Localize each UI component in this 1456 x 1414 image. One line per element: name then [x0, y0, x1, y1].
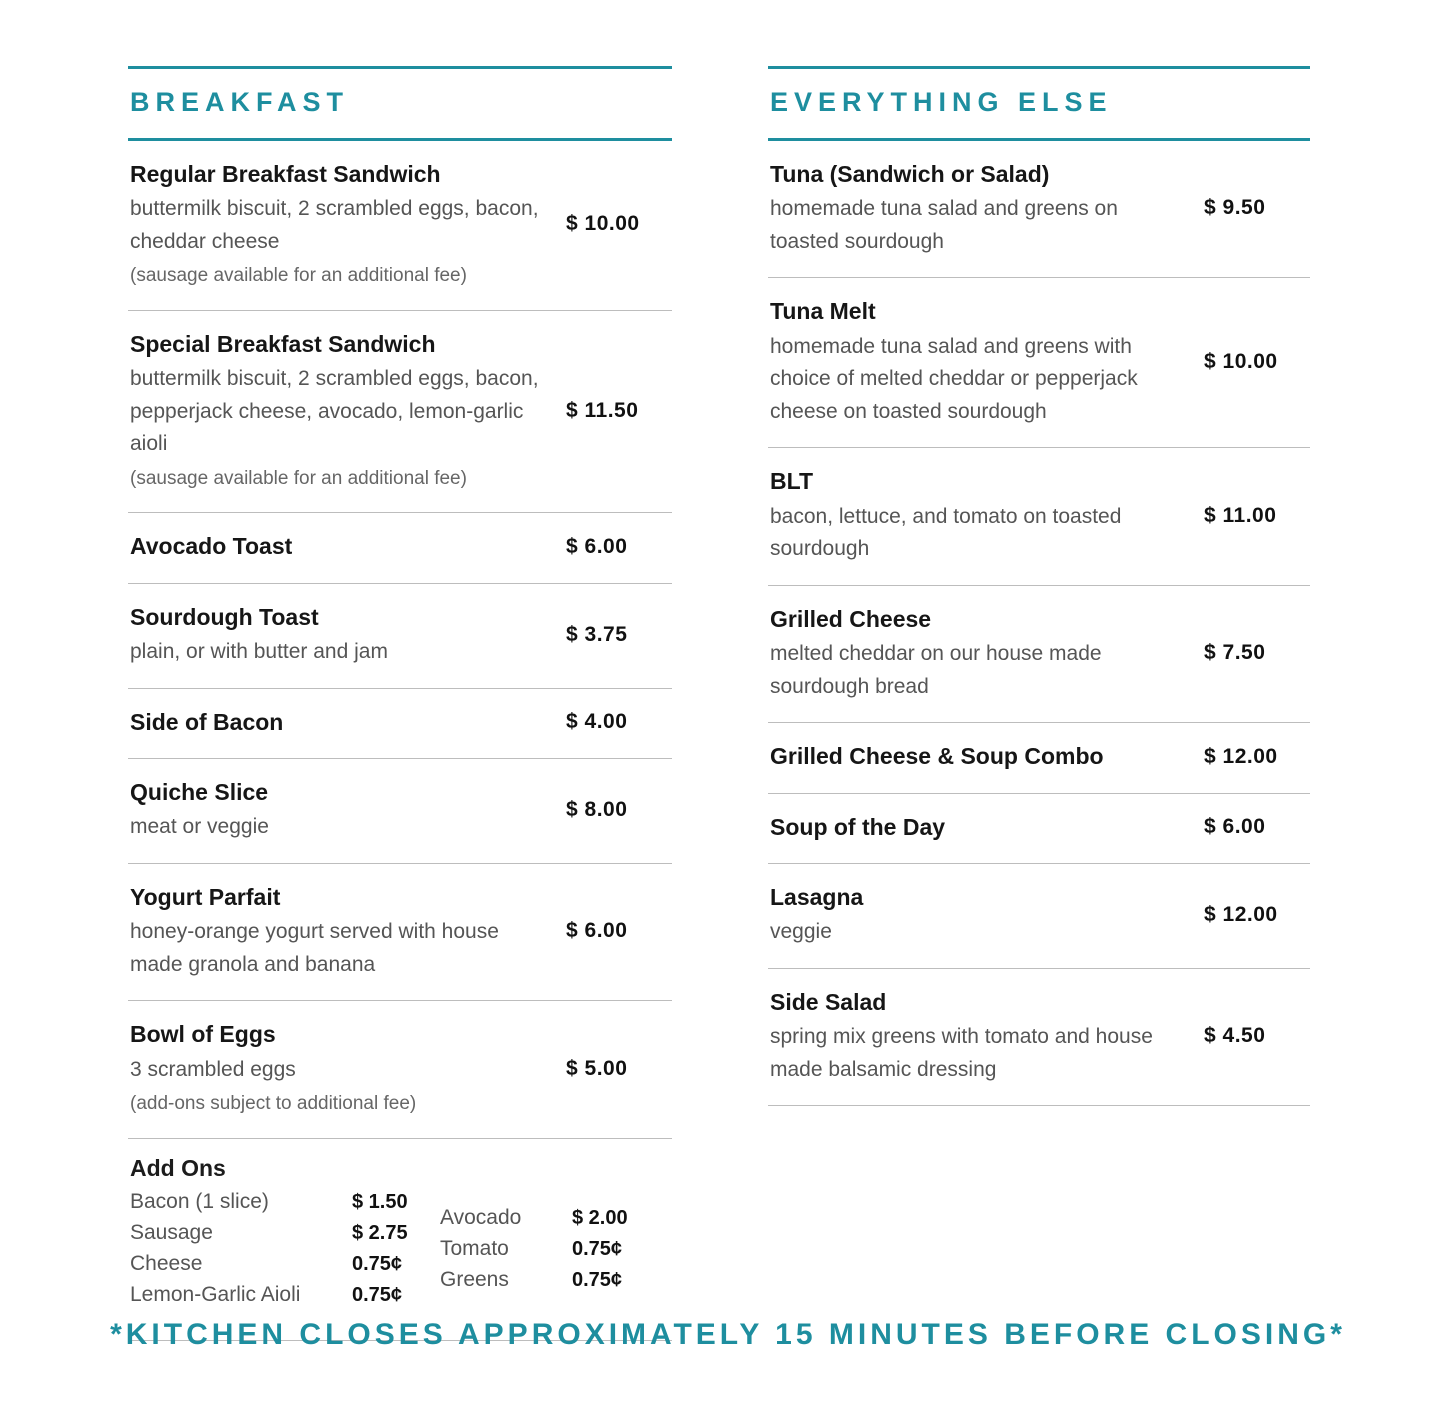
item-desc: bacon, lettuce, and tomato on toasted sourdough	[770, 504, 1122, 561]
menu-item-side-of-bacon	[128, 689, 672, 759]
item-name: Avocado Toast	[130, 533, 293, 560]
item-name: Grilled Cheese & Soup Combo	[770, 743, 1104, 770]
kitchen-closing-note: *KITCHEN CLOSES APPROXIMATELY 15 MINUTES BEFORE CLOSING*	[110, 1318, 1346, 1351]
item-desc: buttermilk biscuit, 2 scrambled eggs, bacon, cheddar cheese	[130, 197, 539, 253]
item-price: $ 12.00	[1204, 902, 1278, 926]
addon-price: $ 2.00	[572, 1206, 628, 1229]
item-desc: homemade tuna salad and greens with choice of melted cheddar or pepperjack cheese on toasted sourdough	[770, 334, 1138, 423]
addon-name: Cheese	[130, 1251, 203, 1275]
item-desc: 3 scrambled eggs	[130, 1057, 296, 1081]
addon-price: $ 2.75	[352, 1221, 408, 1244]
item-price: $ 4.50	[1204, 1024, 1266, 1048]
item-price: $ 10.00	[1204, 349, 1278, 373]
item-note: (add-ons subject to additional fee)	[130, 1093, 417, 1115]
item-name: Sourdough Toast	[130, 603, 319, 630]
item-name: Soup of the Day	[770, 813, 946, 840]
addon-greens	[440, 1268, 650, 1292]
menu-item-sourdough-toast	[128, 584, 672, 689]
addons-column-2	[440, 1206, 650, 1314]
item-desc: veggie	[770, 920, 832, 944]
addons-column-1	[130, 1190, 430, 1314]
addon-name: Sausage	[130, 1220, 213, 1244]
breakfast-header	[128, 66, 672, 141]
addon-avocado	[440, 1206, 650, 1230]
menu-item-regular-breakfast-sandwich	[128, 141, 672, 311]
menu-item-avocado-toast	[128, 513, 672, 583]
menu-column-everything-else	[768, 66, 1310, 1341]
item-name: Side Salad	[770, 988, 887, 1015]
item-name: BLT	[770, 468, 814, 495]
addon-sausage	[130, 1221, 430, 1245]
item-price: $ 7.50	[1204, 641, 1266, 665]
item-desc: buttermilk biscuit, 2 scrambled eggs, bacon, pepperjack cheese, avocado, lemon-garlic aioli	[130, 367, 539, 456]
item-name: Tuna (Sandwich or Salad)	[770, 161, 1050, 187]
everything-else-title: EVERYTHING ELSE	[770, 87, 1113, 117]
menu-item-side-salad	[768, 969, 1310, 1106]
item-price: $ 11.00	[1204, 503, 1277, 527]
addon-bacon	[130, 1190, 430, 1214]
everything-else-header	[768, 66, 1310, 141]
item-name: Tuna Melt	[770, 298, 876, 325]
item-price: $ 6.00	[566, 535, 628, 559]
addon-price: 0.75¢	[572, 1237, 623, 1260]
menu-item-quiche-slice	[128, 759, 672, 864]
addon-price: $ 1.50	[352, 1190, 408, 1213]
item-name: Grilled Cheese	[770, 605, 932, 632]
addon-cheese	[130, 1252, 430, 1276]
menu-item-bowl-of-eggs	[128, 1001, 672, 1138]
item-name: Quiche Slice	[130, 779, 269, 805]
menu-item-yogurt-parfait	[128, 864, 672, 1001]
item-name: Yogurt Parfait	[130, 883, 281, 910]
menu-item-soup-of-the-day	[768, 794, 1310, 864]
addon-name: Lemon-Garlic Aioli	[130, 1282, 301, 1306]
addon-name: Avocado	[440, 1205, 522, 1229]
breakfast-title: BREAKFAST	[130, 87, 350, 117]
item-desc: spring mix greens with tomato and house made balsamic dressing	[770, 1025, 1153, 1081]
item-desc: homemade tuna salad and greens on toasted sourdough	[770, 197, 1118, 253]
item-price: $ 12.00	[1204, 744, 1278, 768]
item-price: $ 4.00	[566, 710, 628, 734]
item-name: Lasagna	[770, 883, 864, 910]
item-name: Special Breakfast Sandwich	[130, 330, 436, 357]
item-price: $ 11.50	[566, 398, 639, 422]
item-price: $ 10.00	[566, 212, 640, 236]
item-desc: meat or veggie	[130, 815, 269, 839]
addon-price: 0.75¢	[352, 1252, 403, 1275]
addon-tomato	[440, 1237, 650, 1261]
addon-name: Tomato	[440, 1236, 509, 1260]
menu-item-grilled-cheese	[768, 586, 1310, 723]
addon-name: Bacon (1 slice)	[130, 1189, 269, 1213]
menu-column-breakfast	[128, 66, 672, 1341]
addons-section	[128, 1139, 672, 1341]
addon-price: 0.75¢	[352, 1283, 403, 1306]
item-name: Side of Bacon	[130, 708, 284, 735]
item-price: $ 3.75	[566, 622, 628, 646]
addon-price: 0.75¢	[572, 1268, 623, 1291]
addons-title: Add Ons	[130, 1154, 226, 1181]
item-price: $ 6.00	[566, 919, 628, 943]
menu-item-special-breakfast-sandwich	[128, 311, 672, 513]
item-name: Bowl of Eggs	[130, 1021, 276, 1048]
menu-item-blt	[768, 448, 1310, 585]
addon-name: Greens	[440, 1267, 509, 1291]
menu-item-lasagna	[768, 864, 1310, 969]
addon-lemon-garlic-aioli	[130, 1283, 430, 1307]
item-note: (sausage available for an additional fee)	[130, 467, 467, 489]
item-price: $ 5.00	[566, 1056, 628, 1080]
item-desc: plain, or with butter and jam	[130, 640, 388, 664]
item-note: (sausage available for an additional fee)	[130, 265, 467, 287]
menu-item-tuna-sandwich-or-salad	[768, 141, 1310, 278]
item-desc: honey-orange yogurt served with house made granola and banana	[130, 920, 499, 976]
item-desc: melted cheddar on our house made sourdough bread	[770, 642, 1102, 698]
item-price: $ 8.00	[566, 797, 628, 821]
menu-item-tuna-melt	[768, 278, 1310, 448]
menu-item-grilled-cheese-soup-combo	[768, 723, 1310, 793]
item-name: Regular Breakfast Sandwich	[130, 161, 441, 187]
item-price: $ 6.00	[1204, 815, 1266, 839]
item-price: $ 9.50	[1204, 196, 1266, 220]
